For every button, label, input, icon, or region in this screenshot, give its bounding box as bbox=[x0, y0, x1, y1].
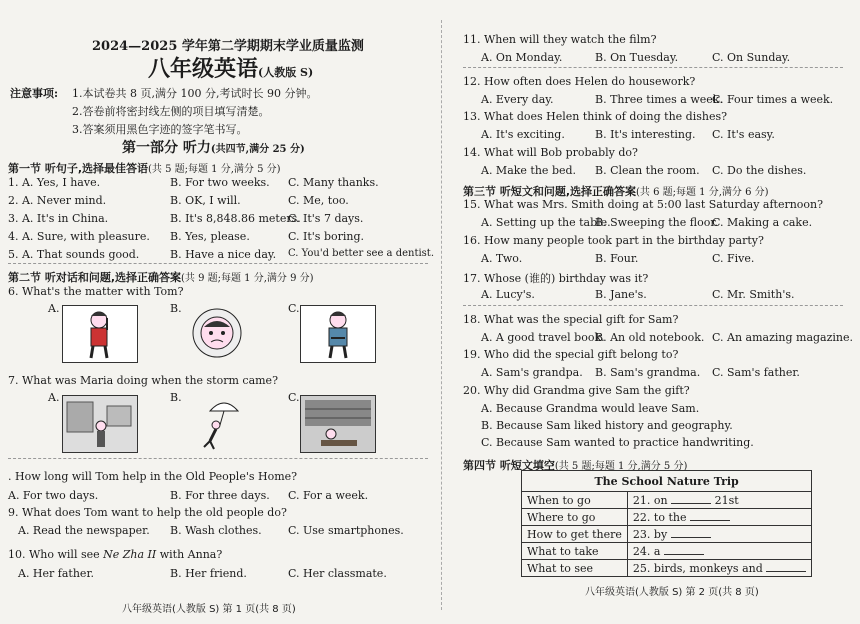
section2-title: 第二节 听对话和问题,选择正确答案 bbox=[8, 271, 182, 284]
blank-prefix: 25. birds, monkeys and bbox=[632, 562, 763, 575]
q8-option-a: A. For two days. bbox=[8, 489, 99, 502]
q19-question: 19. Who did the special gift belong to? bbox=[463, 348, 679, 361]
q11-option-b: B. On Tuesday. bbox=[595, 51, 679, 64]
table-row bbox=[522, 560, 812, 577]
q10-question bbox=[8, 548, 222, 561]
row-answer-22[interactable] bbox=[627, 509, 811, 526]
answer-blank[interactable] bbox=[671, 493, 711, 504]
section3-heading bbox=[463, 180, 769, 199]
table-row bbox=[522, 492, 812, 509]
q20-question: 20. Why did Grandma give Sam the gift? bbox=[463, 384, 690, 397]
q8-option-c: C. For a week. bbox=[288, 489, 369, 502]
note-item-3: 3.答案须用黑色字迹的签字笔书写。 bbox=[72, 123, 248, 136]
section1-heading bbox=[8, 157, 281, 176]
answer-blank[interactable] bbox=[671, 527, 711, 538]
boy-headache-icon bbox=[63, 306, 137, 362]
q4-option-c: C. It's boring. bbox=[288, 230, 365, 243]
page-divider bbox=[441, 20, 443, 610]
q5-option-a: 5. A. That sounds good. bbox=[8, 248, 140, 261]
q12-option-a: A. Every day. bbox=[481, 93, 554, 106]
blank-prefix: 22. to the bbox=[632, 511, 687, 524]
q15-option-a: A. Setting up the table. bbox=[481, 216, 611, 229]
answer-blank[interactable] bbox=[766, 561, 806, 572]
girl-umbrella-icon bbox=[180, 395, 254, 451]
q16-option-c: C. Five. bbox=[712, 252, 755, 265]
q19-option-b: B. Sam's grandma. bbox=[595, 366, 701, 379]
q13-option-c: C. It's easy. bbox=[712, 128, 775, 141]
q9-option-c: C. Use smartphones. bbox=[288, 524, 404, 537]
q20-option-a: A. Because Grandma would leave Sam. bbox=[481, 402, 700, 415]
library-reading-icon bbox=[301, 396, 375, 452]
answer-blank[interactable] bbox=[664, 544, 704, 555]
section4-title: 第四节 听短文填空 bbox=[463, 459, 555, 472]
subject-title bbox=[148, 52, 313, 83]
row-label: What to take bbox=[522, 543, 628, 560]
note-item-2: 2.答卷前将密封线左侧的项目填写清楚。 bbox=[72, 105, 270, 118]
q10-option-c: C. Her classmate. bbox=[288, 567, 387, 580]
q6-label-b: B. bbox=[170, 302, 182, 315]
q3-option-a: 3. A. It's in China. bbox=[8, 212, 109, 225]
part1-title: 第一部分 听力 bbox=[122, 140, 211, 156]
exam-title: 2024—2025 学年第二学期期末学业质量监测 bbox=[92, 39, 364, 54]
row-label: When to go bbox=[522, 492, 628, 509]
q10-text-post: with Anna? bbox=[156, 548, 223, 561]
q6-picture-b bbox=[180, 305, 254, 361]
q10-text-pre: 10. Who will see bbox=[8, 548, 104, 561]
part1-heading bbox=[122, 137, 305, 157]
blank-prefix: 24. a bbox=[632, 545, 661, 558]
section1-title: 第一节 听句子,选择最佳答语 bbox=[8, 162, 149, 175]
q8-question: . How long will Tom help in the Old People's Home? bbox=[8, 470, 298, 483]
q10-option-a: A. Her father. bbox=[18, 567, 94, 580]
section2-heading bbox=[8, 266, 314, 285]
q15-option-c: C. Making a cake. bbox=[712, 216, 813, 229]
q7-picture-c bbox=[300, 395, 376, 453]
q20-option-b: B. Because Sam liked history and geography. bbox=[481, 419, 733, 432]
section2-detail: (共 9 题;每题 1 分,满分 9 分) bbox=[181, 273, 314, 284]
q2-option-c: C. Me, too. bbox=[288, 194, 349, 207]
q11-option-c: C. On Sunday. bbox=[712, 51, 791, 64]
q9-question: 9. What does Tom want to help the old people do? bbox=[8, 506, 287, 519]
q2-option-a: 2. A. Never mind. bbox=[8, 194, 107, 207]
table-title: The School Nature Trip bbox=[522, 471, 812, 492]
q18-question: 18. What was the special gift for Sam? bbox=[463, 313, 679, 326]
table-row bbox=[522, 526, 812, 543]
note-item-1: 1.本试卷共 8 页,满分 100 分,考试时长 90 分钟。 bbox=[72, 87, 318, 100]
q19-option-c: C. Sam's father. bbox=[712, 366, 800, 379]
subject-name: 八年级英语 bbox=[148, 57, 259, 82]
girl-kitchen-icon bbox=[63, 396, 137, 452]
right-page bbox=[445, 0, 860, 624]
boy-fever-icon bbox=[180, 305, 254, 361]
q11-question: 11. When will they watch the film? bbox=[463, 33, 657, 46]
q14-question: 14. What will Bob probably do? bbox=[463, 146, 638, 159]
row-answer-25[interactable] bbox=[627, 560, 811, 577]
row-answer-21[interactable] bbox=[627, 492, 811, 509]
q4-option-a: 4. A. Sure, with pleasure. bbox=[8, 230, 150, 243]
q14-option-c: C. Do the dishes. bbox=[712, 164, 807, 177]
q12-option-b: B. Three times a week. bbox=[595, 93, 723, 106]
q7-picture-b bbox=[180, 395, 254, 451]
q8-option-b: B. For three days. bbox=[170, 489, 270, 502]
blank-suffix: 21st bbox=[714, 494, 739, 507]
q13-question: 13. What does Helen think of doing the dishes? bbox=[463, 110, 727, 123]
footer-page-2: 八年级英语(人教版 S) 第 2 页(共 8 页) bbox=[585, 587, 759, 598]
q3-option-c: C. It's 7 days. bbox=[288, 212, 364, 225]
q17-option-a: A. Lucy's. bbox=[481, 288, 535, 301]
part1-detail: (共四节,满分 25 分) bbox=[210, 144, 305, 155]
footer-page-1: 八年级英语(人教版 S) 第 1 页(共 8 页) bbox=[122, 604, 296, 615]
q17-question: 17. Whose (谁的) birthday was it? bbox=[463, 272, 649, 285]
q1-option-b: B. For two weeks. bbox=[170, 176, 270, 189]
q10-option-b: B. Her friend. bbox=[170, 567, 247, 580]
notes-label: 注意事项: bbox=[10, 87, 59, 100]
q13-option-a: A. It's exciting. bbox=[481, 128, 565, 141]
q16-question: 16. How many people took part in the birthday party? bbox=[463, 234, 764, 247]
q9-option-a: A. Read the newspaper. bbox=[18, 524, 150, 537]
section-divider bbox=[463, 305, 843, 306]
q2-option-b: B. OK, I will. bbox=[170, 194, 241, 207]
q7-label-a: A. bbox=[48, 391, 60, 404]
q18-option-c: C. An amazing magazine. bbox=[712, 331, 854, 344]
section-divider bbox=[8, 263, 428, 264]
row-answer-24[interactable] bbox=[627, 543, 811, 560]
q14-option-a: A. Make the bed. bbox=[481, 164, 577, 177]
table-row bbox=[522, 509, 812, 526]
q7-picture-a bbox=[62, 395, 138, 453]
q20-option-c: C. Because Sam wanted to practice handwriting. bbox=[481, 436, 754, 449]
q6-question: 6. What's the matter with Tom? bbox=[8, 285, 184, 298]
section3-detail: (共 6 题;每题 1 分,满分 6 分) bbox=[636, 187, 769, 198]
row-label: How to get there bbox=[522, 526, 628, 543]
blank-prefix: 23. by bbox=[632, 528, 668, 541]
q12-question: 12. How often does Helen do housework? bbox=[463, 75, 696, 88]
q5-option-b: B. Have a nice day. bbox=[170, 248, 277, 261]
table-row bbox=[522, 543, 812, 560]
q5-option-c: C. You'd better see a dentist. bbox=[288, 248, 435, 259]
q11-option-a: A. On Monday. bbox=[481, 51, 563, 64]
row-label: What to see bbox=[522, 560, 628, 577]
q7-label-c: C. bbox=[288, 391, 300, 404]
nature-trip-table bbox=[521, 470, 812, 577]
q4-option-b: B. Yes, please. bbox=[170, 230, 250, 243]
blank-prefix: 21. on bbox=[632, 494, 668, 507]
row-label: Where to go bbox=[522, 509, 628, 526]
q6-picture-a bbox=[62, 305, 138, 363]
q10-film-title: Ne Zha II bbox=[103, 548, 157, 561]
q1-option-c: C. Many thanks. bbox=[288, 176, 379, 189]
q15-option-b: B. Sweeping the floor. bbox=[595, 216, 718, 229]
q16-option-a: A. Two. bbox=[481, 252, 523, 265]
section-divider bbox=[463, 67, 843, 68]
q6-label-a: A. bbox=[48, 302, 60, 315]
q7-question: 7. What was Maria doing when the storm came? bbox=[8, 374, 278, 387]
q14-option-b: B. Clean the room. bbox=[595, 164, 700, 177]
section3-title: 第三节 听短文和问题,选择正确答案 bbox=[463, 185, 637, 198]
edition-label: (人教版 S) bbox=[258, 66, 314, 79]
q1-option-a: 1. A. Yes, I have. bbox=[8, 176, 101, 189]
q9-option-b: B. Wash clothes. bbox=[170, 524, 262, 537]
q13-option-b: B. It's interesting. bbox=[595, 128, 696, 141]
q6-picture-c bbox=[300, 305, 376, 363]
section1-detail: (共 5 题;每题 1 分,满分 5 分) bbox=[148, 164, 281, 175]
q16-option-b: B. Four. bbox=[595, 252, 639, 265]
q15-question: 15. What was Mrs. Smith doing at 5:00 last Saturday afternoon? bbox=[463, 198, 824, 211]
q17-option-c: C. Mr. Smith's. bbox=[712, 288, 795, 301]
q17-option-b: B. Jane's. bbox=[595, 288, 647, 301]
answer-blank[interactable] bbox=[690, 510, 730, 521]
q6-label-c: C. bbox=[288, 302, 300, 315]
q3-option-b: B. It's 8,848.86 meters. bbox=[170, 212, 301, 225]
q12-option-c: C. Four times a week. bbox=[712, 93, 834, 106]
row-answer-23[interactable] bbox=[627, 526, 811, 543]
q7-label-b: B. bbox=[170, 391, 182, 404]
q19-option-a: A. Sam's grandpa. bbox=[481, 366, 583, 379]
section4-detail: (共 5 题;每题 1 分,满分 5 分) bbox=[554, 461, 688, 472]
q18-option-b: B. An old notebook. bbox=[595, 331, 705, 344]
q18-option-a: A. A good travel book. bbox=[481, 331, 605, 344]
section-divider bbox=[8, 458, 428, 459]
boy-stomachache-icon bbox=[301, 306, 375, 362]
